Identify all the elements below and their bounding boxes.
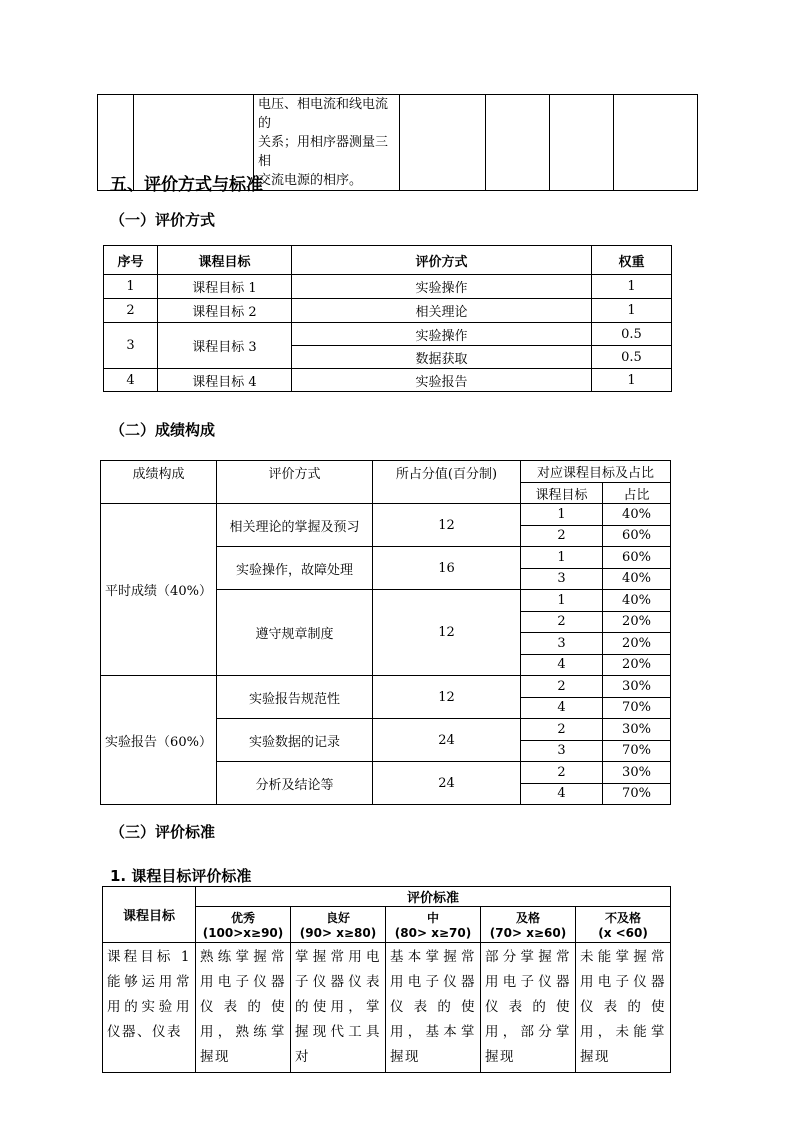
row-weight: 0.5: [592, 346, 672, 369]
header-method: 评价方式: [292, 246, 592, 275]
item-score: 12: [373, 676, 521, 719]
header-weight: 权重: [592, 246, 672, 275]
pair-ratio: 20%: [603, 633, 671, 655]
goal-description: 课程目标 1 能够运用常用的实验用仪器、仪表: [103, 943, 196, 1073]
pair-ratio: 70%: [603, 783, 671, 805]
pair-goal: 1: [521, 504, 603, 526]
row-goal: 课程目标 3: [158, 323, 292, 369]
item-method: 实验操作，故障处理: [217, 547, 373, 590]
item-method: 分析及结论等: [217, 762, 373, 805]
row-goal: 课程目标 2: [158, 299, 292, 323]
pair-goal: 3: [521, 568, 603, 590]
goal-standards-table: [102, 886, 671, 1073]
level-range: (x <60): [598, 926, 648, 940]
standard-good: 掌握常用电子仪器仪表的使用，掌握现代工具对: [291, 943, 386, 1073]
standard-excellent: 熟练掌握常用电子仪器仪表的使用，熟练掌握现: [196, 943, 291, 1073]
pair-goal: 2: [521, 762, 603, 784]
header-goal: 课程目标: [158, 246, 292, 275]
level-range: (90> x≥80): [299, 926, 377, 940]
level-medium: [386, 907, 481, 943]
standard-fail: 未能掌握常用电子仪器仪表的使用，未能掌握现: [576, 943, 671, 1073]
pair-ratio: 60%: [603, 547, 671, 569]
level-excellent: [196, 907, 291, 943]
pair-goal: 1: [521, 590, 603, 612]
standard-pass: 部分掌握常用电子仪器仪表的使用，部分掌握现: [481, 943, 576, 1073]
pair-goal: 2: [521, 611, 603, 633]
row-method: 实验操作: [292, 275, 592, 299]
level-good: [291, 907, 386, 943]
evaluation-methods-table: [103, 245, 672, 392]
header-goal: 课程目标: [521, 483, 603, 504]
level-name: 不及格: [605, 911, 642, 925]
header-method: 评价方式: [217, 461, 373, 504]
pair-ratio: 20%: [603, 654, 671, 676]
pair-goal: 4: [521, 654, 603, 676]
row-method: 实验操作: [292, 323, 592, 346]
row-weight: 0.5: [592, 323, 672, 346]
level-name: 良好: [325, 911, 350, 925]
item-method: 实验报告规范性: [217, 676, 373, 719]
item-method: 实验数据的记录: [217, 719, 373, 762]
level-pass: [481, 907, 576, 943]
header-no: 序号: [104, 246, 158, 275]
row-no: 2: [104, 299, 158, 323]
pair-ratio: 40%: [603, 568, 671, 590]
subsection-title-goal-standards: 1. 课程目标评价标准: [110, 867, 252, 885]
item-score: 16: [373, 547, 521, 590]
item-method: 遵守规章制度: [217, 590, 373, 676]
item-score: 24: [373, 762, 521, 805]
header-composition: 成绩构成: [101, 461, 217, 504]
row-method: 数据获取: [292, 346, 592, 369]
row-no: 4: [104, 369, 158, 392]
empty-cell: [614, 95, 698, 191]
section-title: 五、评价方式与标准: [110, 175, 263, 195]
pair-ratio: 20%: [603, 611, 671, 633]
pair-goal: 2: [521, 676, 603, 698]
row-no: 3: [104, 323, 158, 369]
row-method: 实验报告: [292, 369, 592, 392]
level-range: (70> x≥60): [489, 926, 567, 940]
standard-medium: 基本掌握常用电子仪器仪表的使用，基本掌握现: [386, 943, 481, 1073]
level-fail: [576, 907, 671, 943]
score-composition-table: [100, 460, 671, 805]
content-line: 电压、相电流和线电流的: [258, 97, 389, 131]
pair-goal: 2: [521, 525, 603, 547]
item-score: 12: [373, 504, 521, 547]
header-goal: 课程目标: [103, 887, 196, 943]
row-goal: 课程目标 1: [158, 275, 292, 299]
level-name: 及格: [515, 911, 540, 925]
row-method: 相关理论: [292, 299, 592, 323]
row-weight: 1: [592, 369, 672, 392]
group-label: 实验报告（60%）: [101, 676, 217, 805]
content-line: 关系；用相序器测量三相: [258, 135, 389, 169]
row-no: 1: [104, 275, 158, 299]
empty-cell: [400, 95, 486, 191]
pair-ratio: 40%: [603, 590, 671, 612]
item-score: 24: [373, 719, 521, 762]
content-line: 交流电源的相序。: [258, 173, 363, 188]
pair-ratio: 30%: [603, 676, 671, 698]
empty-cell: [486, 95, 550, 191]
subsection-title-score-composition: （二）成绩构成: [110, 421, 216, 439]
pair-goal: 3: [521, 633, 603, 655]
pair-ratio: 30%: [603, 762, 671, 784]
row-weight: 1: [592, 299, 672, 323]
level-name: 优秀: [230, 911, 255, 925]
group-label: 平时成绩（40%）: [101, 504, 217, 676]
pair-ratio: 70%: [603, 697, 671, 719]
level-range: (80> x≥70): [394, 926, 472, 940]
pair-ratio: 30%: [603, 719, 671, 741]
pair-goal: 1: [521, 547, 603, 569]
pair-goal: 4: [521, 697, 603, 719]
level-range: (100>x≥90): [202, 926, 284, 940]
row-goal: 课程目标 4: [158, 369, 292, 392]
pair-goal: 4: [521, 783, 603, 805]
header-score: 所占分值(百分制): [373, 461, 521, 504]
pair-ratio: 60%: [603, 525, 671, 547]
header-standard: 评价标准: [196, 887, 671, 907]
pair-ratio: 40%: [603, 504, 671, 526]
empty-cell: [550, 95, 614, 191]
experiment-content-cell: [254, 95, 400, 191]
item-score: 12: [373, 590, 521, 676]
level-name: 中: [426, 911, 439, 925]
pair-goal: 2: [521, 719, 603, 741]
subsection-title-evaluation-methods: （一）评价方式: [110, 211, 216, 229]
pair-ratio: 70%: [603, 740, 671, 762]
header-mapping: 对应课程目标及占比: [521, 461, 671, 483]
row-weight: 1: [592, 275, 672, 299]
subsection-title-evaluation-standards: （三）评价标准: [110, 823, 216, 841]
pair-goal: 3: [521, 740, 603, 762]
item-method: 相关理论的掌握及预习: [217, 504, 373, 547]
header-ratio: 占比: [603, 483, 671, 504]
